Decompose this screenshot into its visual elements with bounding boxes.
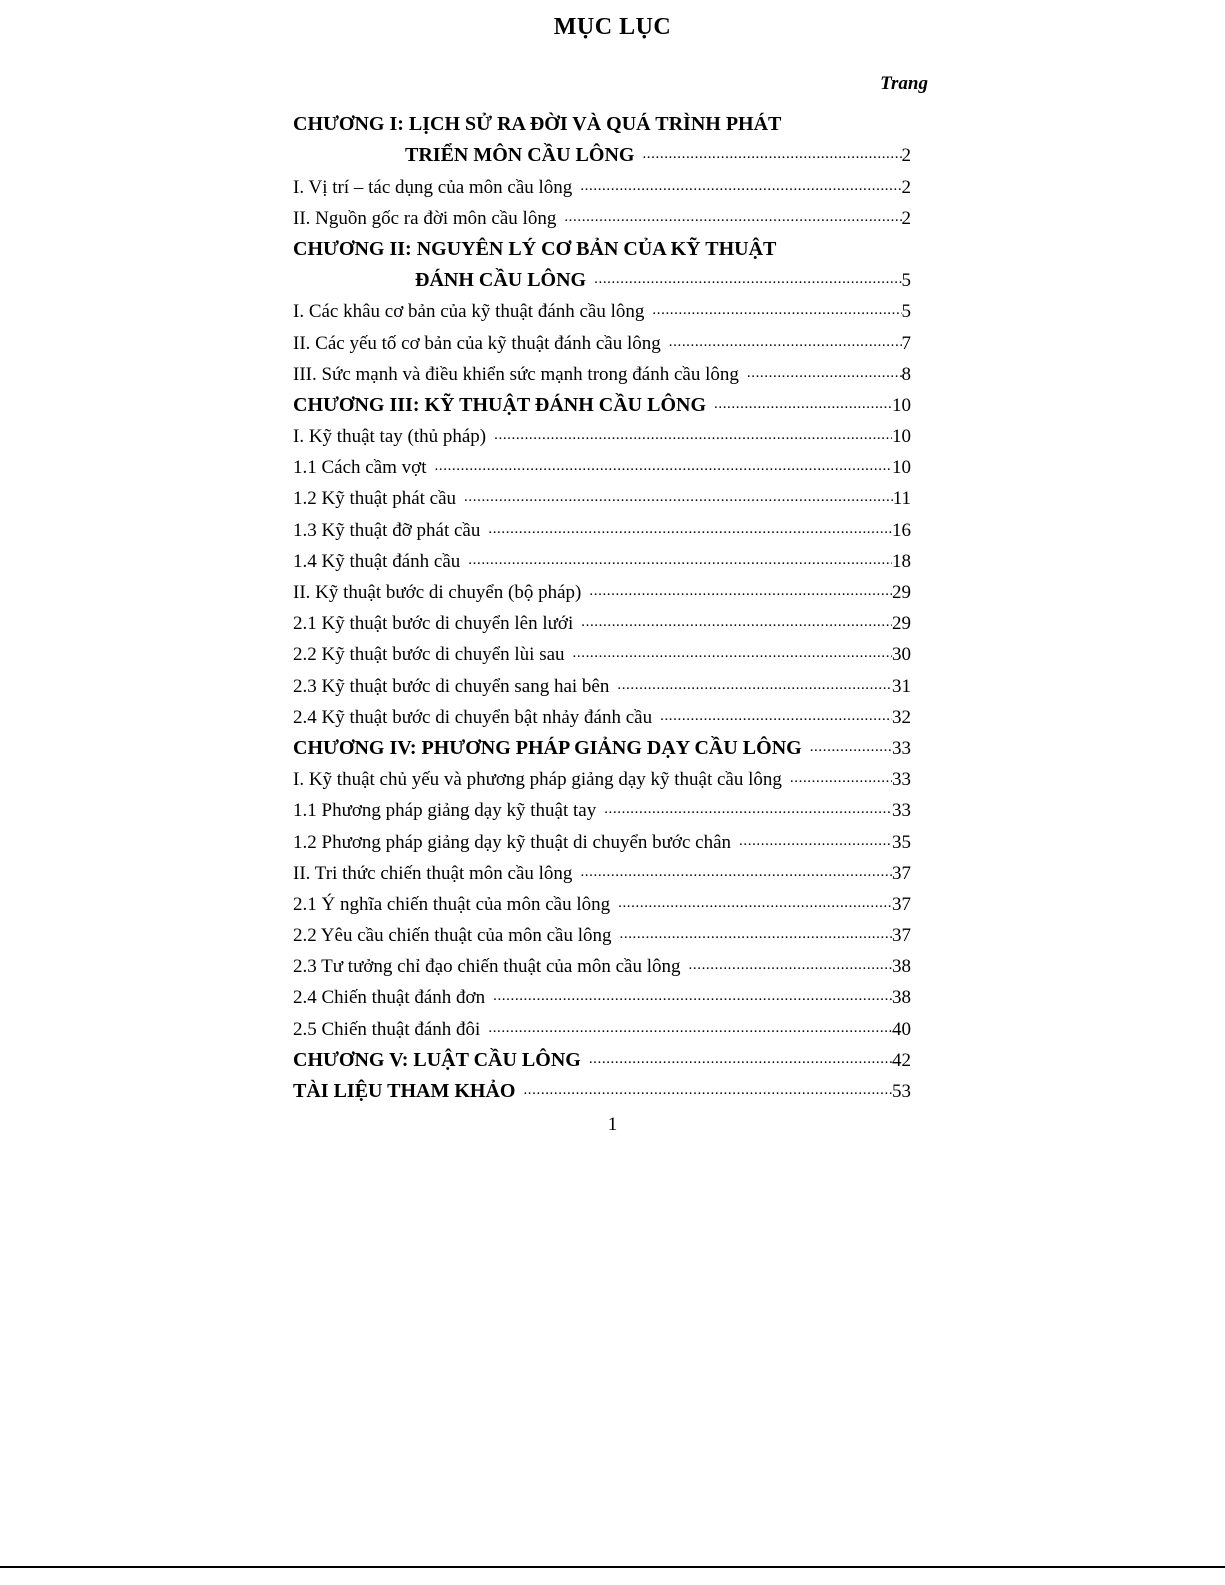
dot-leader [810, 740, 892, 760]
toc-entry [293, 791, 911, 822]
toc-entry-label: 1.2 Kỹ thuật phát cầu [293, 488, 457, 510]
toc-entry-label: I. Các khâu cơ bản của kỹ thuật đánh cầu lông [293, 301, 645, 323]
toc-entry-label: CHƯƠNG II: NGUYÊN LÝ CƠ BẢN CỦA KỸ THUẬT [293, 237, 777, 260]
toc-entry-label: ĐÁNH CẦU LÔNG [415, 269, 587, 292]
toc-entry [293, 916, 911, 947]
toc-entry-label: II. Nguồn gốc ra đời môn cầu lông [293, 207, 557, 229]
toc-entry-page: 37 [892, 893, 911, 915]
toc-entry [293, 854, 911, 885]
toc-entry-label: CHƯƠNG IV: PHƯƠNG PHÁP GIẢNG DẠY CẦU LÔNG [293, 736, 802, 759]
dot-leader [468, 553, 892, 573]
toc-entry [293, 136, 911, 167]
dot-leader [714, 397, 892, 417]
toc-entry-label: I. Vị trí – tác dụng của môn cầu lông [293, 176, 573, 198]
toc-entry [293, 885, 911, 916]
dot-leader [464, 490, 893, 510]
toc-entry [293, 666, 911, 697]
toc-entry-page: 10 [892, 426, 911, 448]
toc-entry [293, 355, 911, 386]
dot-leader [594, 272, 901, 292]
toc-entry [293, 417, 911, 448]
toc-entry-page: 30 [892, 644, 911, 666]
dot-leader [620, 927, 893, 947]
toc-entry-page: 37 [892, 925, 911, 947]
toc-entry [293, 479, 911, 510]
toc-entry-label: II. Kỹ thuật bước di chuyển (bộ pháp) [293, 582, 582, 603]
toc-entry-page: 5 [901, 301, 911, 323]
toc-entry [293, 105, 911, 136]
toc-entry-label: 2.2 Yêu cầu chiến thuật của môn cầu lông [293, 925, 612, 947]
toc-entry [293, 386, 911, 417]
bottom-rule [0, 1566, 1225, 1568]
toc-entry [293, 573, 911, 604]
toc-entry-label: CHƯƠNG III: KỸ THUẬT ĐÁNH CẦU LÔNG [293, 393, 706, 416]
toc-entry-label: 2.5 Chiến thuật đánh đôi [293, 1018, 481, 1040]
toc-entry [293, 230, 911, 261]
toc-entry-label: 2.3 Tư tưởng chỉ đạo chiến thuật của môn cầu lông [293, 956, 681, 978]
toc-entry [293, 604, 911, 635]
dot-leader [642, 147, 901, 167]
toc-entry [293, 448, 911, 479]
toc-entry-page: 37 [892, 862, 911, 884]
toc-entry-label: II. Các yếu tố cơ bản của kỹ thuật đánh cầu lông [293, 332, 661, 354]
toc-entry-page: 32 [892, 706, 911, 728]
toc-entry [293, 698, 911, 729]
dot-leader [523, 1083, 892, 1103]
toc-entry-page: 33 [892, 737, 911, 759]
dot-leader [589, 1052, 892, 1072]
toc-entry-page: 35 [892, 831, 911, 853]
toc-entry-label: TRIỂN MÔN CẦU LÔNG [405, 144, 635, 167]
toc-entry-page: 2 [901, 176, 911, 198]
dot-leader [564, 210, 901, 230]
toc-entry-label: 2.1 Ý nghĩa chiến thuật của môn cầu lông [293, 893, 611, 915]
page-column-label: Trang [880, 73, 928, 94]
dot-leader [747, 366, 902, 386]
toc-entry-label: TÀI LIỆU THAM KHẢO [293, 1080, 516, 1102]
toc-entry [293, 635, 911, 666]
dot-leader [652, 303, 901, 323]
toc-entry [293, 199, 911, 230]
toc-entry-page: 38 [892, 987, 911, 1009]
toc-entry-page: 29 [892, 613, 911, 635]
toc-entry-page: 10 [892, 457, 911, 479]
toc-entry-page: 33 [892, 800, 911, 822]
toc-entry [293, 261, 911, 292]
toc-entry [293, 542, 911, 573]
toc-entry-page: 16 [892, 519, 911, 541]
dot-leader [580, 865, 892, 885]
dot-leader [669, 335, 902, 355]
toc-entry-page: 38 [892, 956, 911, 978]
toc-entry [293, 978, 911, 1009]
toc-entry-page: 7 [901, 332, 911, 354]
toc-entry-page: 2 [901, 207, 911, 229]
toc-entry [293, 760, 911, 791]
toc-entry-label: 1.2 Phương pháp giảng dạy kỹ thuật di chuyển bước chân [293, 831, 732, 853]
toc-entry-page: 5 [901, 270, 911, 292]
toc-entry-page: 2 [901, 145, 911, 167]
toc-entry-label: II. Tri thức chiến thuật môn cầu lông [293, 862, 573, 884]
toc-entry-label: 2.2 Kỹ thuật bước di chuyển lùi sau [293, 644, 565, 666]
toc-entry-page: 29 [892, 582, 911, 603]
dot-leader [435, 459, 892, 479]
toc-entry-page: 11 [892, 488, 911, 510]
toc-entry [293, 167, 911, 198]
toc-entry-label: CHƯƠNG V: LUẬT CẦU LÔNG [293, 1048, 581, 1071]
toc-entry [293, 729, 911, 760]
dot-leader [604, 802, 892, 822]
dot-leader [589, 584, 892, 604]
toc-entry-label: 1.1 Phương pháp giảng dạy kỹ thuật tay [293, 800, 597, 822]
dot-leader [488, 522, 892, 542]
dot-leader [739, 834, 892, 854]
page-number: 1 [607, 1114, 618, 1135]
toc-entry-label: 2.4 Kỹ thuật bước di chuyển bật nhảy đánh cầu [293, 706, 653, 728]
dot-leader [660, 709, 892, 729]
toc-entry-page: 40 [892, 1018, 911, 1040]
toc-entry-page: 31 [892, 675, 911, 697]
dot-leader [573, 646, 892, 666]
toc-entry-page: 18 [892, 550, 911, 572]
toc-entry-label: I. Kỹ thuật tay (thủ pháp) [293, 426, 487, 448]
toc-entry-label: 2.3 Kỹ thuật bước di chuyển sang hai bên [293, 675, 610, 697]
toc-entry-page: 42 [892, 1049, 911, 1071]
toc-entry-label: 1.3 Kỹ thuật đỡ phát cầu [293, 519, 481, 541]
toc-entry-label: 2.1 Kỹ thuật bước di chuyển lên lưới [293, 613, 574, 635]
dot-leader [488, 1021, 892, 1041]
toc-entry [293, 1072, 911, 1103]
dot-leader [790, 771, 892, 791]
toc-entry-page: 8 [901, 363, 911, 385]
dot-leader [617, 678, 892, 698]
table-of-contents [293, 105, 911, 1103]
dot-leader [580, 179, 901, 199]
toc-entry [293, 323, 911, 354]
toc-entry [293, 510, 911, 541]
page-title: MỤC LỤC [553, 14, 672, 40]
toc-entry-label: CHƯƠNG I: LỊCH SỬ RA ĐỜI VÀ QUÁ TRÌNH PHÁT [293, 113, 782, 136]
toc-entry-label: 1.4 Kỹ thuật đánh cầu [293, 550, 461, 572]
dot-leader [493, 989, 892, 1009]
dot-leader [494, 428, 892, 448]
toc-entry [293, 947, 911, 978]
toc-entry [293, 292, 911, 323]
toc-entry [293, 1009, 911, 1040]
dot-leader [581, 615, 892, 635]
toc-entry [293, 822, 911, 853]
toc-entry-label: 1.1 Cách cầm vợt [293, 457, 427, 479]
toc-entry-page: 10 [892, 394, 911, 416]
toc-entry-label: III. Sức mạnh và điều khiển sức mạnh trong đánh cầu lông [293, 363, 739, 385]
toc-entry-label: I. Kỹ thuật chủ yếu và phương pháp giảng dạy kỹ thuật cầu lông [293, 769, 782, 791]
toc-entry-label: 2.4 Chiến thuật đánh đơn [293, 987, 486, 1009]
dot-leader [689, 958, 892, 978]
dot-leader [618, 896, 892, 916]
toc-entry [293, 1041, 911, 1072]
toc-entry-page: 53 [892, 1081, 911, 1102]
toc-entry-page: 33 [892, 769, 911, 791]
